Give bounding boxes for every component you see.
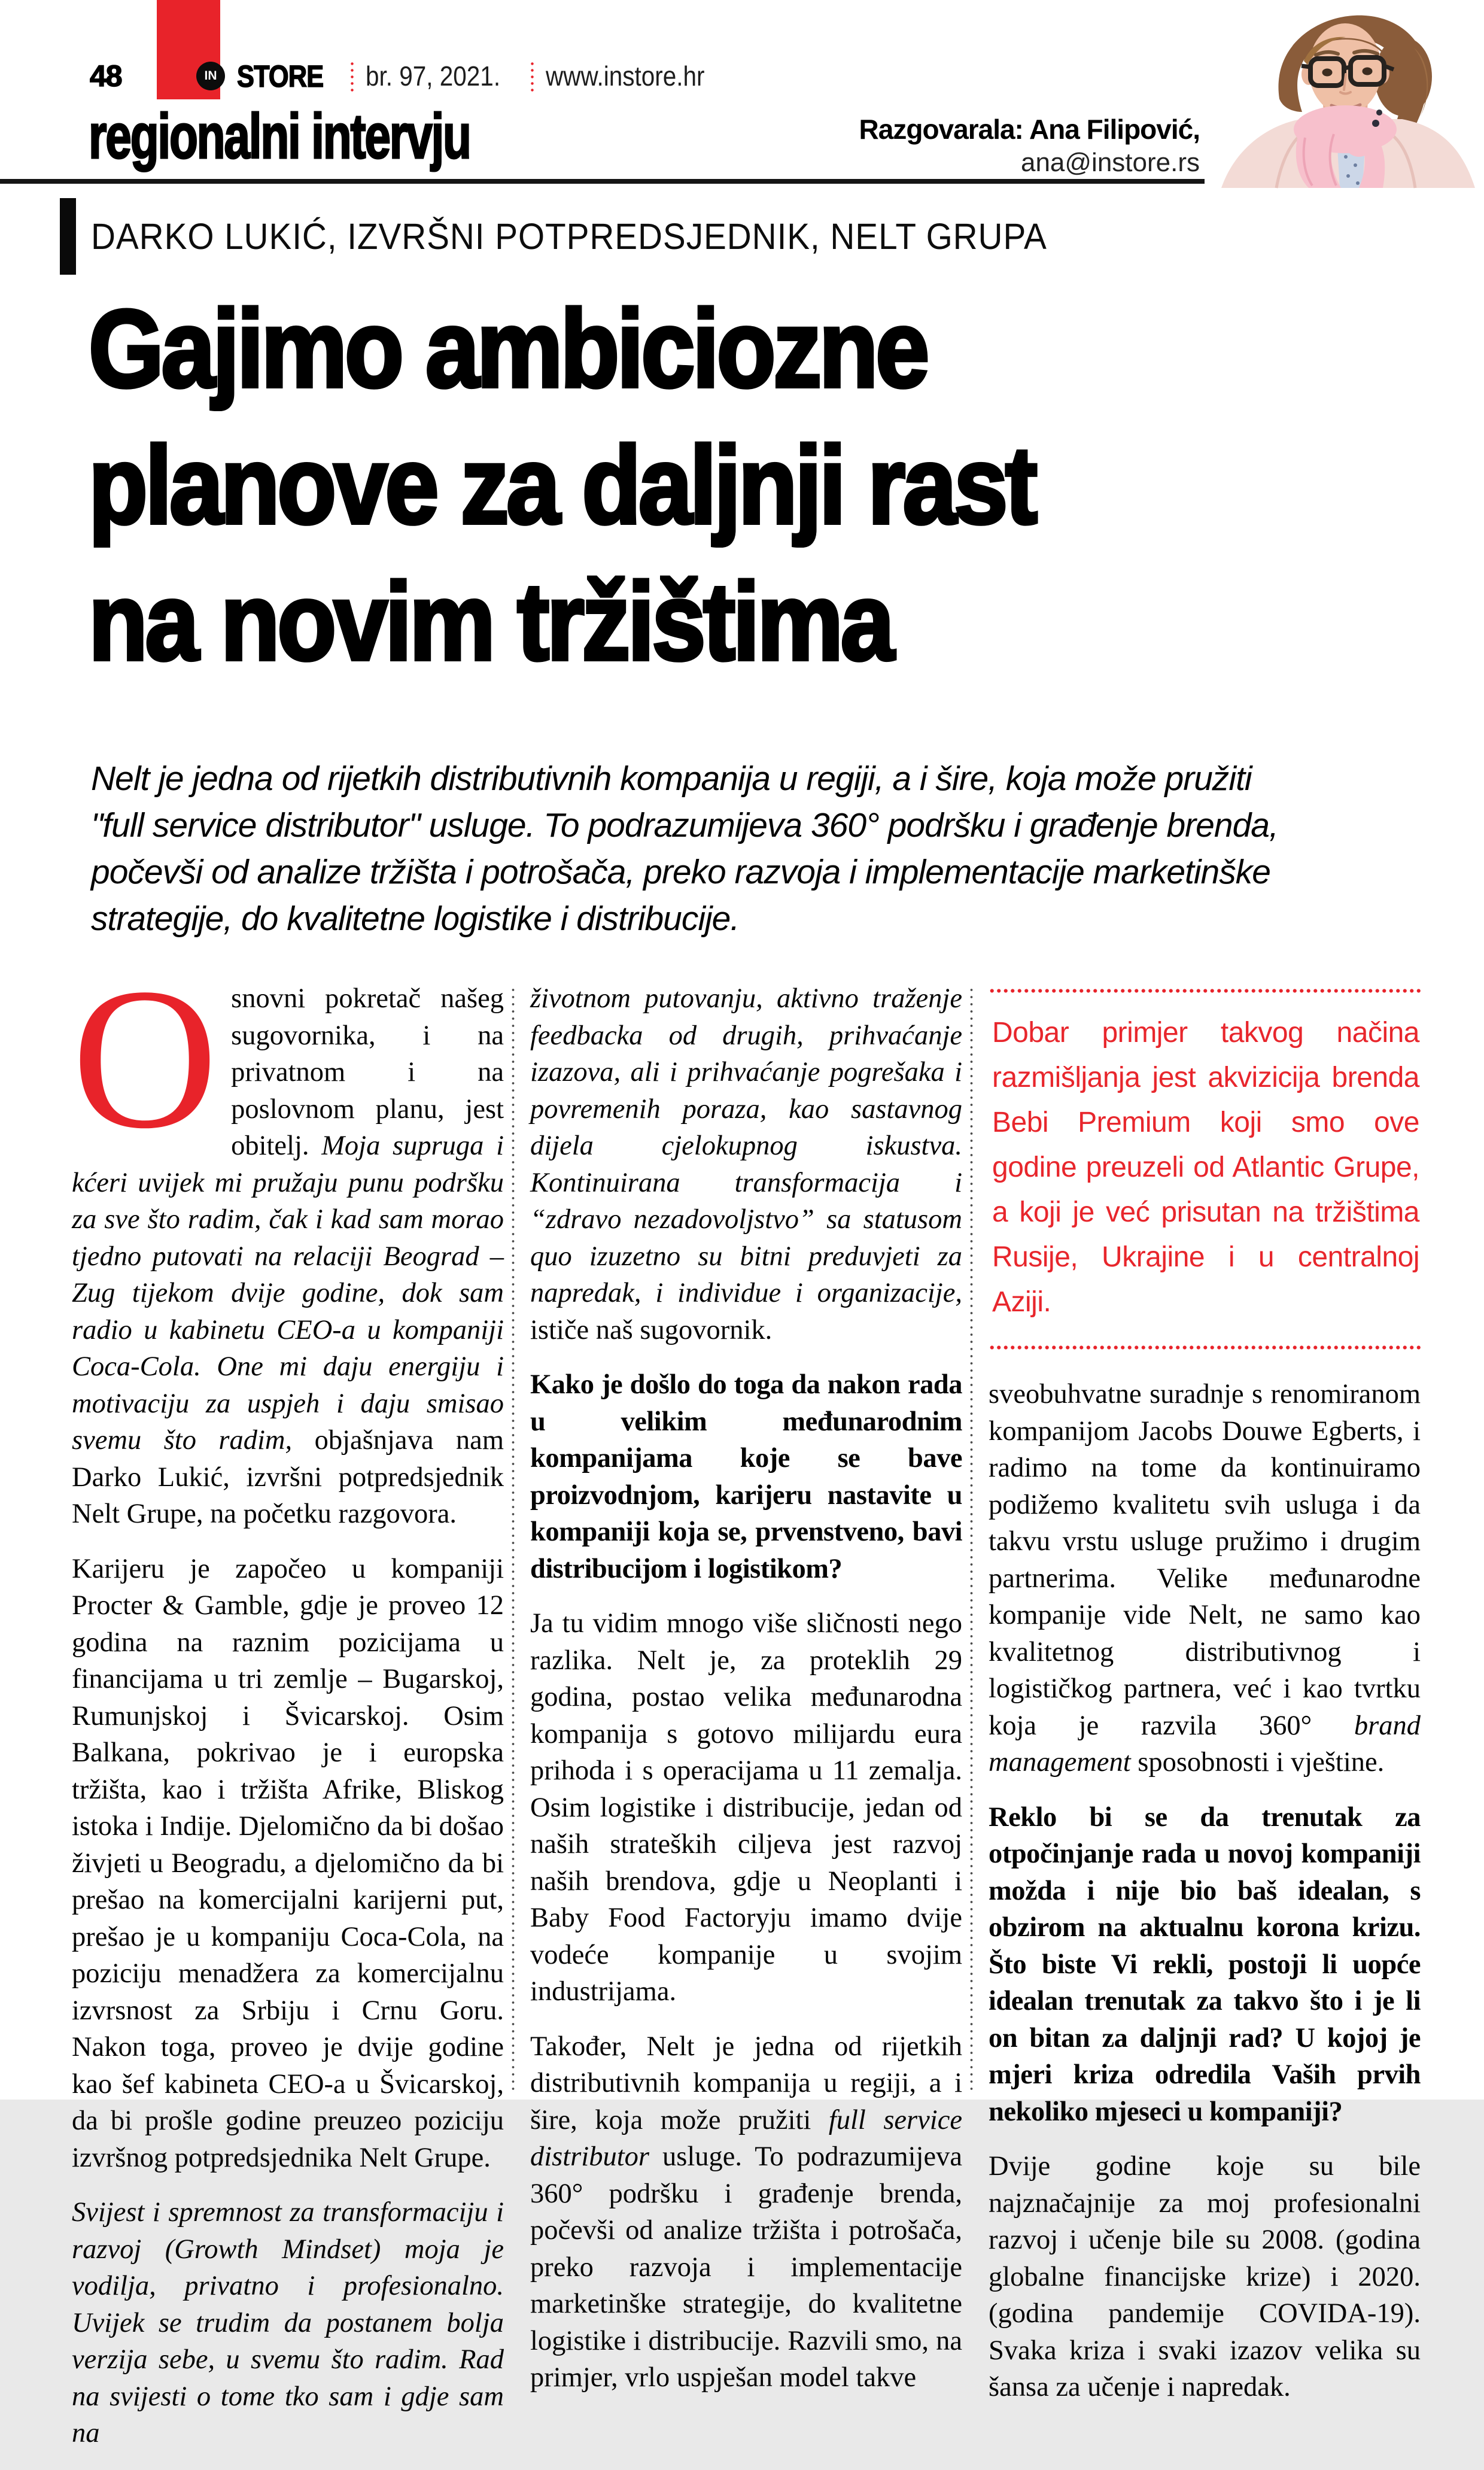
dotted-separator-icon xyxy=(531,60,534,92)
headline xyxy=(89,280,1164,689)
section-title: regionalni intervju xyxy=(89,101,470,172)
text-segment: brand management xyxy=(989,1710,1421,1778)
byline-author: Razgovarala: Ana Filipović, xyxy=(859,114,1200,145)
body-paragraph xyxy=(989,2148,1421,2406)
interviewer-photo-illustration xyxy=(1205,0,1484,188)
text-segment: Ja tu vidim mnogo više sličnosti nego razlika. Nelt je, za proteklih 29 godina, postao velika međunarodna kompanija s gotovo milijardu eura prihoda i s operacijama u 11 zemalja. Osim logistike i distribucije, jedan od naših strateških ciljeva jest razvoj naših brendova, gdje u Neoplanti i Baby Food Factoryju imamo dvije vodeće kompanije u svojim industrijama. xyxy=(530,1608,962,2007)
text-segment: Reklo bi se da trenutak za otpočinjanje rada u novoj kompaniji možda i nije bio baš idealan, s obzirom na aktualnu korona krizu. Što biste Vi rekli, postoji li uopće idealan trenutak za takvo što i je li on bitan za daljnji rad? U kojoj je mjeri kriza odredila Vaših prvih nekoliko mjeseci u kompaniji? xyxy=(989,1801,1421,2127)
text-segment: ističe naš sugovornik. xyxy=(530,1314,773,1345)
issue-number: br. 97, 2021. xyxy=(365,60,500,92)
page-number: 48 xyxy=(90,59,122,93)
article-column-3 xyxy=(989,980,1421,2470)
headline-line: Gajimo ambiciozne xyxy=(89,287,927,410)
instore-logo-icon xyxy=(196,62,225,90)
body-paragraph xyxy=(530,2028,962,2396)
text-segment: životnom putovanju, aktivno traženje feedbacka od drugih, prihvaćanje izazova, ali i prihvaćanje pogrešaka i povremenih poraza, kao sastavnog dijela cjelokupnog iskustva. Kontinuirana transformacija i “zdravo nezadovoljstvo” sa statusom quo izuzetno su bitni preduvjeti za napredak, i individue i organizacije, xyxy=(530,983,962,1308)
interviewer-photo xyxy=(1205,0,1484,188)
body-paragraph xyxy=(72,2194,504,2452)
text-segment: Moja supruga i kćeri uvijek mi pružaju punu podršku za sve što radim, čak i kad sam morao tjedno putovati na relaciji Beograd – Zug tijekom dvije godine, dok sam radio u kabinetu CEO-a u kompaniji Coca-Cola. One mi daju energiju i motivaciju za uspjeh i daju smisao svemu što radim, xyxy=(72,1131,504,1456)
byline-email: ana@instore.rs xyxy=(1020,147,1200,177)
byline xyxy=(859,114,1200,178)
pull-quote-text: Dobar primjer takvog načina razmišljanja jest akvizicija brenda Bebi Premium koji smo ove godine preuzeli od Atlantic Grupe, a koji je već prisutan na tržištima Rusije, Ukrajine i u centralnoj Aziji. xyxy=(992,1017,1419,1318)
body-paragraph xyxy=(530,1605,962,2010)
article-column-2 xyxy=(530,980,962,2470)
question-paragraph xyxy=(989,1799,1421,2131)
masthead xyxy=(196,57,726,95)
column-separator xyxy=(512,986,515,2091)
column-separator xyxy=(970,986,973,2091)
article-column-1 xyxy=(72,947,504,2470)
text-segment: objašnjava nam Darko Lukić, izvršni potpredsjednik Nelt Grupe, na početku razgovora. xyxy=(72,1425,504,1529)
pull-quote xyxy=(989,989,1421,1350)
text-segment: Svijest i spremnost za transformaciju i razvoj (Growth Mindset) moja je vodilja, privatno i profesionalno. Uvijek se trudim da postanem bolja verzija sebe, u svemu što radim. Rad na svijesti o tome tko sam i gdje sam na xyxy=(72,2197,504,2448)
body-paragraph xyxy=(72,947,504,1533)
text-segment: sveobuhvatne suradnje s renomiranom kompanijom Jacobs Douwe Egberts, i radimo na tome da kontinuiramo podižemo kvalitetu svih usluga i da takvu vrstu usluge pružimo i drugim partnerima. Velike međunarodne kompanije vide Nelt, ne samo kao kvalitetnog distributivnog i logističkog partnera, već i kao tvrtku koja je razvila 360° xyxy=(989,1379,1421,1741)
drop-cap: O xyxy=(72,947,218,1171)
kicker: DARKO LUKIĆ, IZVRŠNI POTPREDSJEDNIK, NELT GRUPA xyxy=(91,216,1047,257)
text-segment: snovni pokretač našeg sugovornika, i na privatnom i na poslovnom planu, jest obitelj. xyxy=(231,983,504,1161)
instore-logo-store: STORE xyxy=(237,59,324,93)
text-segment: full service distributor xyxy=(530,2104,962,2172)
headline-line: planove za daljnji rast xyxy=(89,423,1035,546)
instore-logo-in: IN xyxy=(204,69,217,83)
text-segment: Dvije godine koje su bile najznačajnije za moj profesionalni razvoj i učenje bile su 2008. (godina globalne financijske krize) i 2020. (godina pandemije COVIDA-19). Svaka kriza i svaki izazov velika su šansa za učenje i napredak. xyxy=(989,2151,1421,2402)
kicker-bar xyxy=(60,198,76,275)
text-segment: Također, Nelt je jedna od rijetkih distributivnih kompanija u regiji, a i šire, koja može pružiti xyxy=(530,2031,962,2135)
text-segment: Karijeru je započeo u kompaniji Procter & Gamble, gdje je proveo 12 godina na raznim pozicijama u financijama u tri zemlje – Bugarskoj, Rumunjskoj i Švicarskoj. Osim Balkana, pokrivao je i europska tržišta, kao i tržišta Afrike, Bliskog istoka i Indije. Djelomično da bi došao živjeti u Beogradu, a djelomično da bi prešao na komercijalni karijerni put, prešao je u kompaniju Coca-Cola, na poziciju menadžera za komercijalnu izvrsnost za Srbiju i Crnu Goru. Nakon toga, proveo je dvije godine kao šef kabineta CEO-a u Švicarskoj, da bi prošle godine preuzeo poziciju izvršnog potpredsjednika Nelt Grupe. xyxy=(72,1553,504,2173)
headline-line: na novim tržištima xyxy=(89,560,892,683)
dotted-separator-icon xyxy=(351,60,354,92)
text-segment: Kako je došlo do toga da nakon rada u velikim međunarodnim kompanijama koje se bave proizvodnjom, karijeru nastavite u kompaniji koja se, prvenstveno, bavi distribucijom i logistikom? xyxy=(530,1369,962,1584)
intro-paragraph: Nelt je jedna od rijetkih distributivnih kompanija u regiji, a i šire, koja može pružiti "full service distributor" usluge. To podrazumijeva 360° podršku i građenje brenda, počevši od analize tržišta i potrošača, preko razvoja i implementacije marketinške strategije, do kvalitetne logistike i distribucije. xyxy=(91,759,1278,938)
body-paragraph xyxy=(530,980,962,1348)
body-paragraph xyxy=(72,1551,504,2177)
article-columns xyxy=(72,947,1422,2470)
body-paragraph xyxy=(989,1376,1421,1781)
text-segment: sposobnosti i vještine. xyxy=(1130,1747,1385,1778)
question-paragraph xyxy=(530,1366,962,1587)
text-segment: usluge. To podrazumijeva 360° podršku i građenje brenda, počevši od analize tržišta i potrošača, preko razvoja i implementacije marketinške strategije, do kvalitetne logistike i distribucije. Razvili smo, na primjer, vrlo uspješan model takve xyxy=(530,2141,962,2393)
website-url: www.instore.hr xyxy=(545,60,704,92)
